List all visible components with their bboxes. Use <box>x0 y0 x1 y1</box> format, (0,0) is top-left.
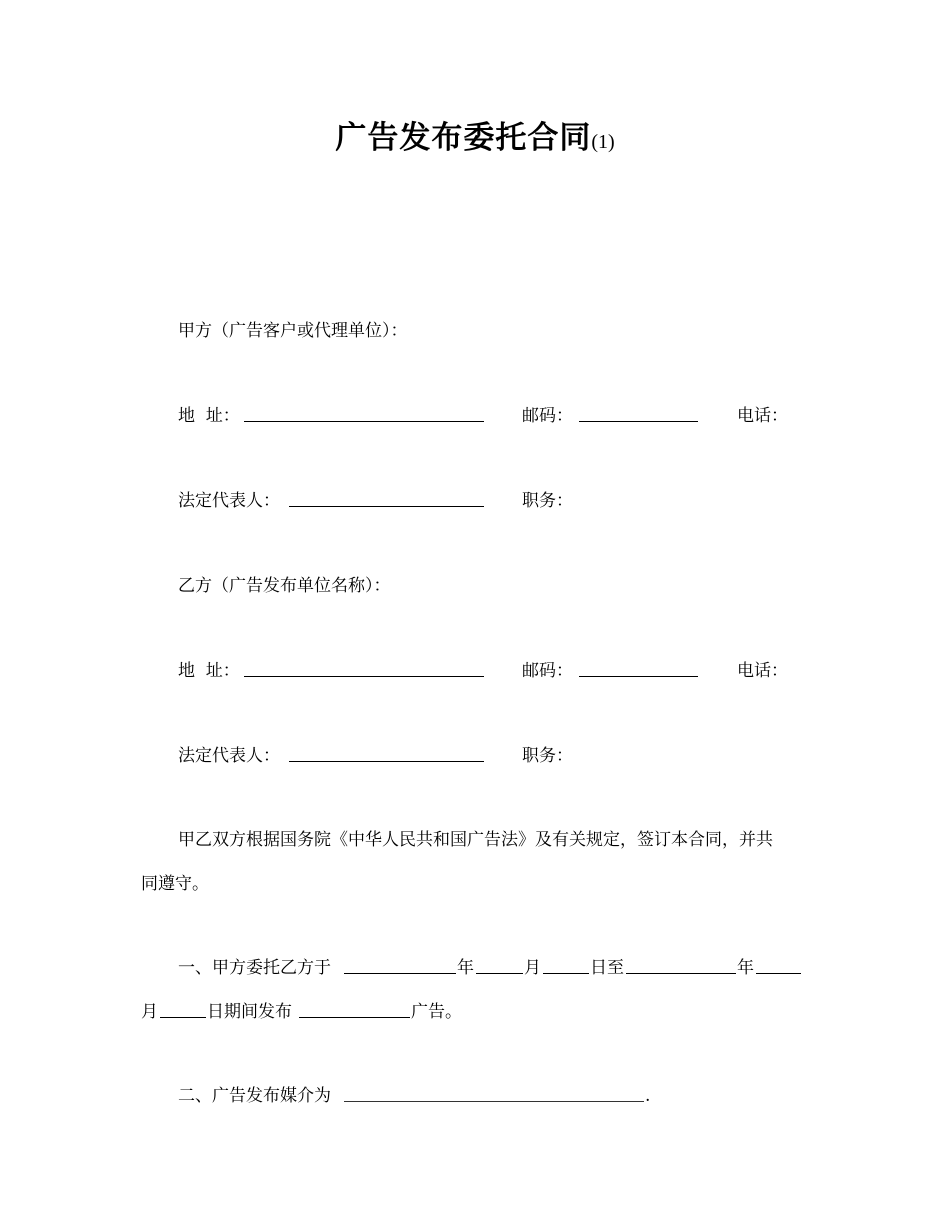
clause-1-prefix: 一、甲方委托乙方于 <box>178 958 331 978</box>
party-b-phone-label: 电话： <box>737 661 788 681</box>
clause-1-day-period-label: 日期间发布 <box>207 1002 292 1022</box>
clause-1-start-day-blank[interactable] <box>543 956 589 974</box>
party-a-heading: 甲方（广告客户或代理单位）： <box>178 321 408 341</box>
party-a-postcode-blank[interactable] <box>579 404 698 422</box>
party-b-heading: 乙方（广告发布单位名称）： <box>178 576 391 596</box>
party-b-position-label: 职务： <box>522 746 573 766</box>
party-a-address-label: 地 址： <box>178 406 240 426</box>
party-b-legal-rep-label: 法定代表人： <box>178 746 280 766</box>
clause-1-year2-label: 年 <box>737 958 754 978</box>
clause-1-ad-suffix: 广告。 <box>411 1002 462 1022</box>
party-a-legal-rep-blank[interactable] <box>289 489 484 507</box>
party-b-address-blank[interactable] <box>244 659 484 677</box>
clause-2-suffix: . <box>645 1086 651 1106</box>
party-b-address-label: 地 址： <box>178 661 240 681</box>
clause-1-start-year-blank[interactable] <box>344 956 456 974</box>
clause-1-month-label: 月 <box>524 958 541 978</box>
clause-1-day-to-label: 日至 <box>590 958 624 978</box>
party-b-legal-rep-blank[interactable] <box>289 744 484 762</box>
clause-1-start-month-blank[interactable] <box>476 956 523 974</box>
party-a-phone-label: 电话： <box>737 406 788 426</box>
preamble-line-1: 甲乙双方根据国务院《中华人民共和国广告法》及有关规定，签订本合同，并共 <box>178 830 773 850</box>
party-a-legal-rep-label: 法定代表人： <box>178 491 280 511</box>
clause-1-end-year-blank[interactable] <box>626 956 736 974</box>
clause-1-month2-label: 月 <box>141 1002 158 1022</box>
party-a-postcode-label: 邮码： <box>522 406 573 426</box>
party-b-postcode-label: 邮码： <box>522 661 573 681</box>
party-a-address-blank[interactable] <box>244 404 484 422</box>
title-suffix: (1) <box>591 131 615 153</box>
clause-1-end-month-blank[interactable] <box>756 956 801 974</box>
party-a-position-label: 职务： <box>522 491 573 511</box>
clause-1-ad-name-blank[interactable] <box>299 1000 410 1018</box>
clause-1-end-day-blank[interactable] <box>160 1000 206 1018</box>
party-b-postcode-blank[interactable] <box>579 659 698 677</box>
title-main: 广告发布委托合同 <box>335 120 592 156</box>
clause-2-media-blank[interactable] <box>344 1084 644 1102</box>
clause-1-year-label: 年 <box>457 958 474 978</box>
clause-2-prefix: 二、广告发布媒介为 <box>178 1086 331 1106</box>
document-title <box>0 112 950 157</box>
preamble-line-2: 同遵守。 <box>141 874 209 894</box>
